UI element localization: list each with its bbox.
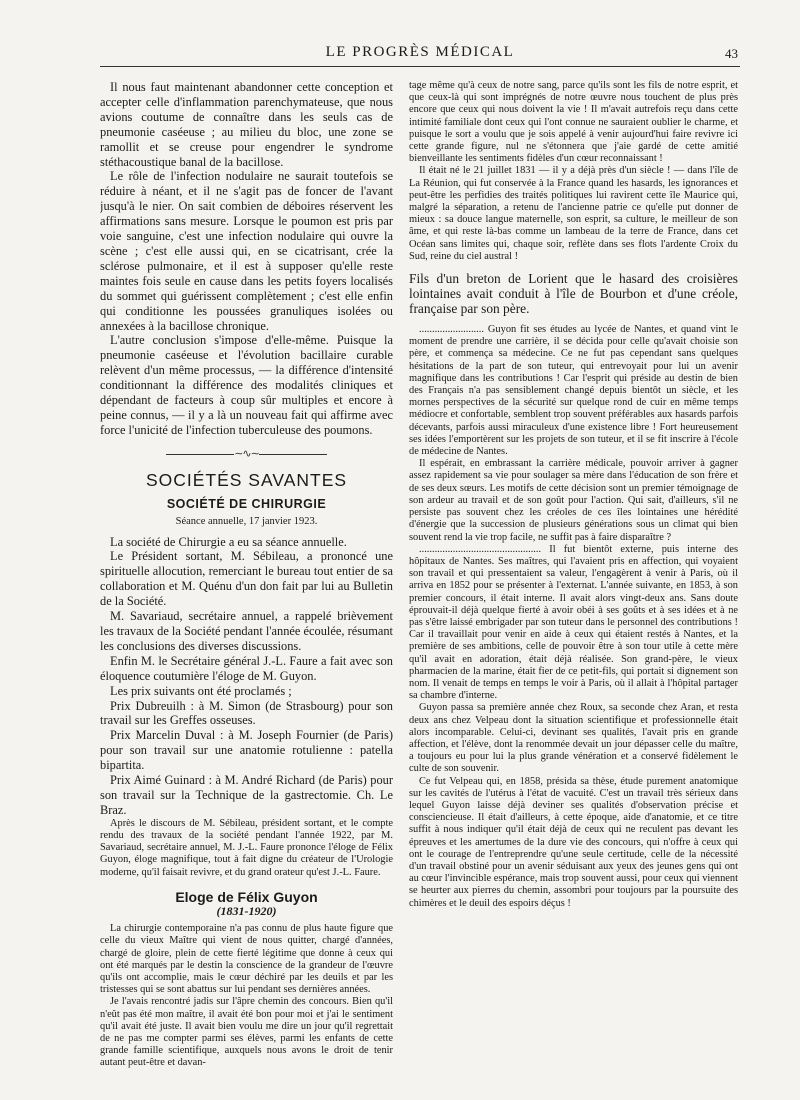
prize-paragraph: Prix Marcelin Duval : à M. Joseph Fournier (de Paris) pour son travail sur une anatomie rotulienne : patella bipartita. bbox=[100, 728, 393, 773]
continued-paragraph: tage même qu'à ceux de notre sang, parce qu'ils sont les fils de notre esprit, et que ceux-là qui sont imprégnés de notre œuvre nous touchent de plus près encore que ceux qui nous doivent la vie ! Il m'avait autrefois reçu dans cette intimité familiale dont ceux qui l'ont connue ne sauraient oublier le charme, et puisque le sort a voulu que je sois appelé à venir aujourd'hui faire revivre ici cette grande figure, nul ne s'étonnera que j'aie gardé de cette amitié bienveillante les sentiments fidèles d'un cœur reconnaissant ! bbox=[409, 80, 738, 165]
subsection-heading: Fils d'un breton de Lorient que le hasard des croisières lointaines avait conduit à l'île de Bourbon et d'une créole, française par son père. bbox=[409, 271, 738, 317]
society-paragraph: Le Président sortant, M. Sébileau, a prononcé une spirituelle allocution, remerciant le bureau tout entier de sa collaboration et M. Quénu d'un don fait par lui au Bulletin de la Société. bbox=[100, 549, 393, 609]
eloge-paragraph: La chirurgie contemporaine n'a pas connu de plus haute figure que celle du vieux Maître qui vient de nous quitter, chargé d'années, chargé de gloire, plein de cette fierté légitime que donne à ceux qui ont été marqués par le destin la conscience de la grandeur de l'œuvre qu'ils ont accomplie, mais le cœur déchiré par les deuils et par les tristesses qui se sont abattus sur lui pendant ses dernières années. bbox=[100, 923, 393, 996]
body-paragraph: Il espérait, en embrassant la carrière médicale, pouvoir arriver à gagner assez rapidement sa vie pour soulager sa mère dans l'éducation de son frère et de ses deux sœurs. Les motifs de cette décision sont un premier témoignage de son ardeur au travail et de son goût pour l'action. Qui sait, d'ailleurs, s'il ne persiste pas souvent chez les créoles de ces îles lointaines une hérédité d'énergie que la succession de plusieurs générations sous un climat qui bien souvent rend la vie trop facile, ne suffit pas à faire disparaître ? bbox=[409, 458, 738, 543]
report-paragraph: Après le discours de M. Sébileau, président sortant, et le compte rendu des travaux de la société pendant l'année 1922, par M. Savariaud, secrétaire annuel, M. J.-L. Faure prononce l'éloge de Félix Guyon, éloge magnifique, tout à fait digne du créateur de l'Urologie moderne, qu'il faisait revivre, et du grand orateur qu'est J.-L. Faure. bbox=[100, 817, 393, 878]
intro-paragraph-3: L'autre conclusion s'impose d'elle-même. Puisque la pneumonie caséeuse et l'évolution bacillaire curable relèvent d'un même processus, — la différence d'intensité conditionnant la différence des modalités cliniques et dépendant de facteurs à coup sûr multiples et encore à peine connus, — il y a là un nouveau fait qui affirme avec force l'unicité de l'infection tuberculeuse des poumons. bbox=[100, 333, 393, 437]
session-date: Séance annuelle, 17 janvier 1923. bbox=[175, 516, 318, 528]
running-title: LE PROGRÈS MÉDICAL bbox=[325, 44, 515, 60]
body-paragraph: Ce fut Velpeau qui, en 1858, présida sa thèse, étude purement anatomique sur les cavités de l'utérus à l'état de vacuité. C'est un travail très sérieux dans lequel Guyon laisse déjà deviner ses qualités d'observation précise et consciencieuse. Il était d'ailleurs, à cette époque, aide d'anatomie, et ce titre suffit à nous indiquer qu'il était déjà de ceux qui ne reculent pas devant les épreuves et les amertumes de la dure vie des concours, qui n'offre à ceux qui ont le courage de l'entreprendre qu'une seule certitude, celle de la nécessité d'un travail obstiné pour un avenir séduisant aux yeux des jeunes gens qui ont au cœur l'invincible espérance, mais trop souvent aussi, pour ceux qui viennent se heurter aux pierres du chemin, assombri pour toujours par la poursuite des chimères et le deuil des espoirs déçus ! bbox=[409, 775, 738, 909]
prize-paragraph: Prix Aimé Guinard : à M. André Richard (de Paris) pour son travail sur la Technique de la gastrectomie. Ch. Le Braz. bbox=[100, 773, 393, 817]
society-title: SOCIÉTÉ DE CHIRURGIE bbox=[166, 497, 327, 512]
body-paragraph: Guyon passa sa première année chez Roux, sa seconde chez Aran, et resta deux ans chez Velpeau dont la situation scientifique et professionnelle était alors incomparable. Celui-ci, devinant ses qualités, l'avait pris en grande affection, et l'élève, dont la renommée devait un jour dépasser celle du maître, a toujours eu pour lui la plus grande vénération et a conservé fidèlement le culte de son souvenir. bbox=[409, 702, 738, 775]
prize-paragraph: Prix Dubreuilh : à M. Simon (de Strasbourg) pour son travail sur les Greffes osseuses. bbox=[100, 698, 393, 728]
eloge-title: Eloge de Félix Guyon bbox=[175, 888, 318, 905]
society-paragraph: M. Savariaud, secrétaire annuel, a rappelé brièvement les travaux de la Société pendant l'année écoulée, résumant les conclusions des diverses discussions. bbox=[100, 609, 393, 653]
section-divider bbox=[100, 448, 393, 460]
birth-paragraph: Il était né le 21 juillet 1831 — il y a déjà près d'un siècle ! — dans l'île de La Réunion, qui fut conservée à la France quand les hasards, les ignorances et peut-être les perfidies des traités politiques lui ravirent cette île Maurice qui, malgré la séparation, a retenu de l'ancienne patrie ce qu'elle put donner de mieux : sa douce langue maternelle, son esprit, sa culture, le meilleur de son âme, et qui reste là-bas comme un lambeau de la terre de France, dans cet Océan sans limites qui, chaque soir, reflète dans ses flots l'ardente Croix du Sud, reine du ciel austral ! bbox=[409, 165, 738, 262]
eloge-dates: (1831-1920) bbox=[216, 904, 277, 918]
right-column bbox=[409, 80, 738, 1090]
intro-paragraph-2: Le rôle de l'infection nodulaire ne saurait toutefois se réduire à néant, et il ne s'agit pas de foncer de l'avant jusqu'à le nier. On sait combien de déboires réservent les affirmations sans mesure. Lorsque le poumon est pris par voie sanguine, c'est une infection nodulaire qui ouvre la scène ; c'est elle aussi qui, en se cicatrisant, crée la sclérose pulmonaire, et il est à supposer qu'elle reste maintes fois seule en cause dans les petits foyers localisés du sommet qui guérissent complètement ; c'est elle enfin qui conditionne les poussées granuliques isolées ou annexées à la bacillose chronique. bbox=[100, 169, 393, 333]
intro-paragraph-1: Il nous faut maintenant abandonner cette conception et accepter celle d'inflammation parenchymateuse, que nous avions coutume de connaître dans les seuls cas de pneumonie caséeuse ; au milieu du bloc, une zone se ramollit et se creuse pour engendrer le syndrome stéthacoustique banal de la bacillose. bbox=[100, 80, 393, 169]
body-paragraph: ............................................... Il fut bientôt externe, puis interne des hôpitaux de Nantes. Ses maîtres, qui l'avaient pris en affection, qui voyaient son travail et qui pressentaient sa valeur, l'engagèrent à venir à Paris, où il arriva en 1852 pour se présenter à l'externat. L'année suivante, en 1853, à son premier concours, il était interne. Il avait alors vingt-deux ans. Sans doute éprouvait-il déjà quelque fierté à avoir obéi à ses goûts et à ses idées et à ne pas s'être laissé embrigader par son tuteur dans le personnel des contributions ! Car il travaillait pour venir en aide à ceux qui étaient restés à Nantes, et la première de ses ambitions, celle de pouvoir être à son tour utile à cette mère qu'il avait en adoration, était déjà réalisée. Son grand-père, le vieux pharmacien de la marine, était fier de ce petit-fils, qui portait si dignement son nom. Il venait de temps en temps le voir à Paris, où il allait à l'hôpital partager sa chambre d'interne. bbox=[409, 543, 738, 702]
divider-ornament: ∼∿∼ bbox=[234, 447, 259, 460]
society-paragraph: La société de Chirurgie a eu sa séance annuelle. bbox=[110, 534, 347, 549]
section-title: SOCIÉTÉS SAVANTES bbox=[145, 469, 348, 490]
society-paragraph: Enfin M. le Secrétaire général J.-L. Faure a fait avec son éloquence coutumière l'éloge de M. Guyon. bbox=[100, 653, 393, 683]
society-paragraph: Les prix suivants ont été proclamés ; bbox=[110, 683, 292, 698]
left-column bbox=[100, 80, 393, 1090]
body-paragraph: ......................... Guyon fit ses études au lycée de Nantes, et quand vint le moment de prendre une carrière, il se décida pour celle qu'avait choisie son père, et commença sa médecine. Ce ne fut pas cependant sans quelques hésitations de la part de son tuteur, qui entrevoyait pour lui un avenir magnifique dans les contributions ! Car l'esprit qui préside au destin de bien des Français n'a pas sensiblement changé depuis bientôt un siècle, et les mornes perspectives de la sécurité sur quelque rond de cuir en même temps médiocre et confortable, semblent trop souvent préférables aux hasards parfois décevants, parfois aussi miraculeux d'une existence libre ! Fort heureusement ses idées l'emportèrent sur les projets de son tuteur, et il se fit inscrire à l'école de médecine de Nantes. bbox=[409, 324, 738, 458]
running-header bbox=[100, 44, 740, 67]
page-number: 43 bbox=[725, 46, 738, 61]
eloge-paragraph: Je l'avais rencontré jadis sur l'âpre chemin des concours. Bien qu'il n'eût pas été mon maître, il avait été bon pour moi et j'ai le sentiment qu'il avait été juste. Il avait bien voulu me dire un jour qu'il regrettait de ne pas me compter parmi ses élèves, parmi les enfants de cette grande famille scientifique, auxquels nous avons le droit de tenir autant peut-être et davan- bbox=[100, 996, 393, 1069]
